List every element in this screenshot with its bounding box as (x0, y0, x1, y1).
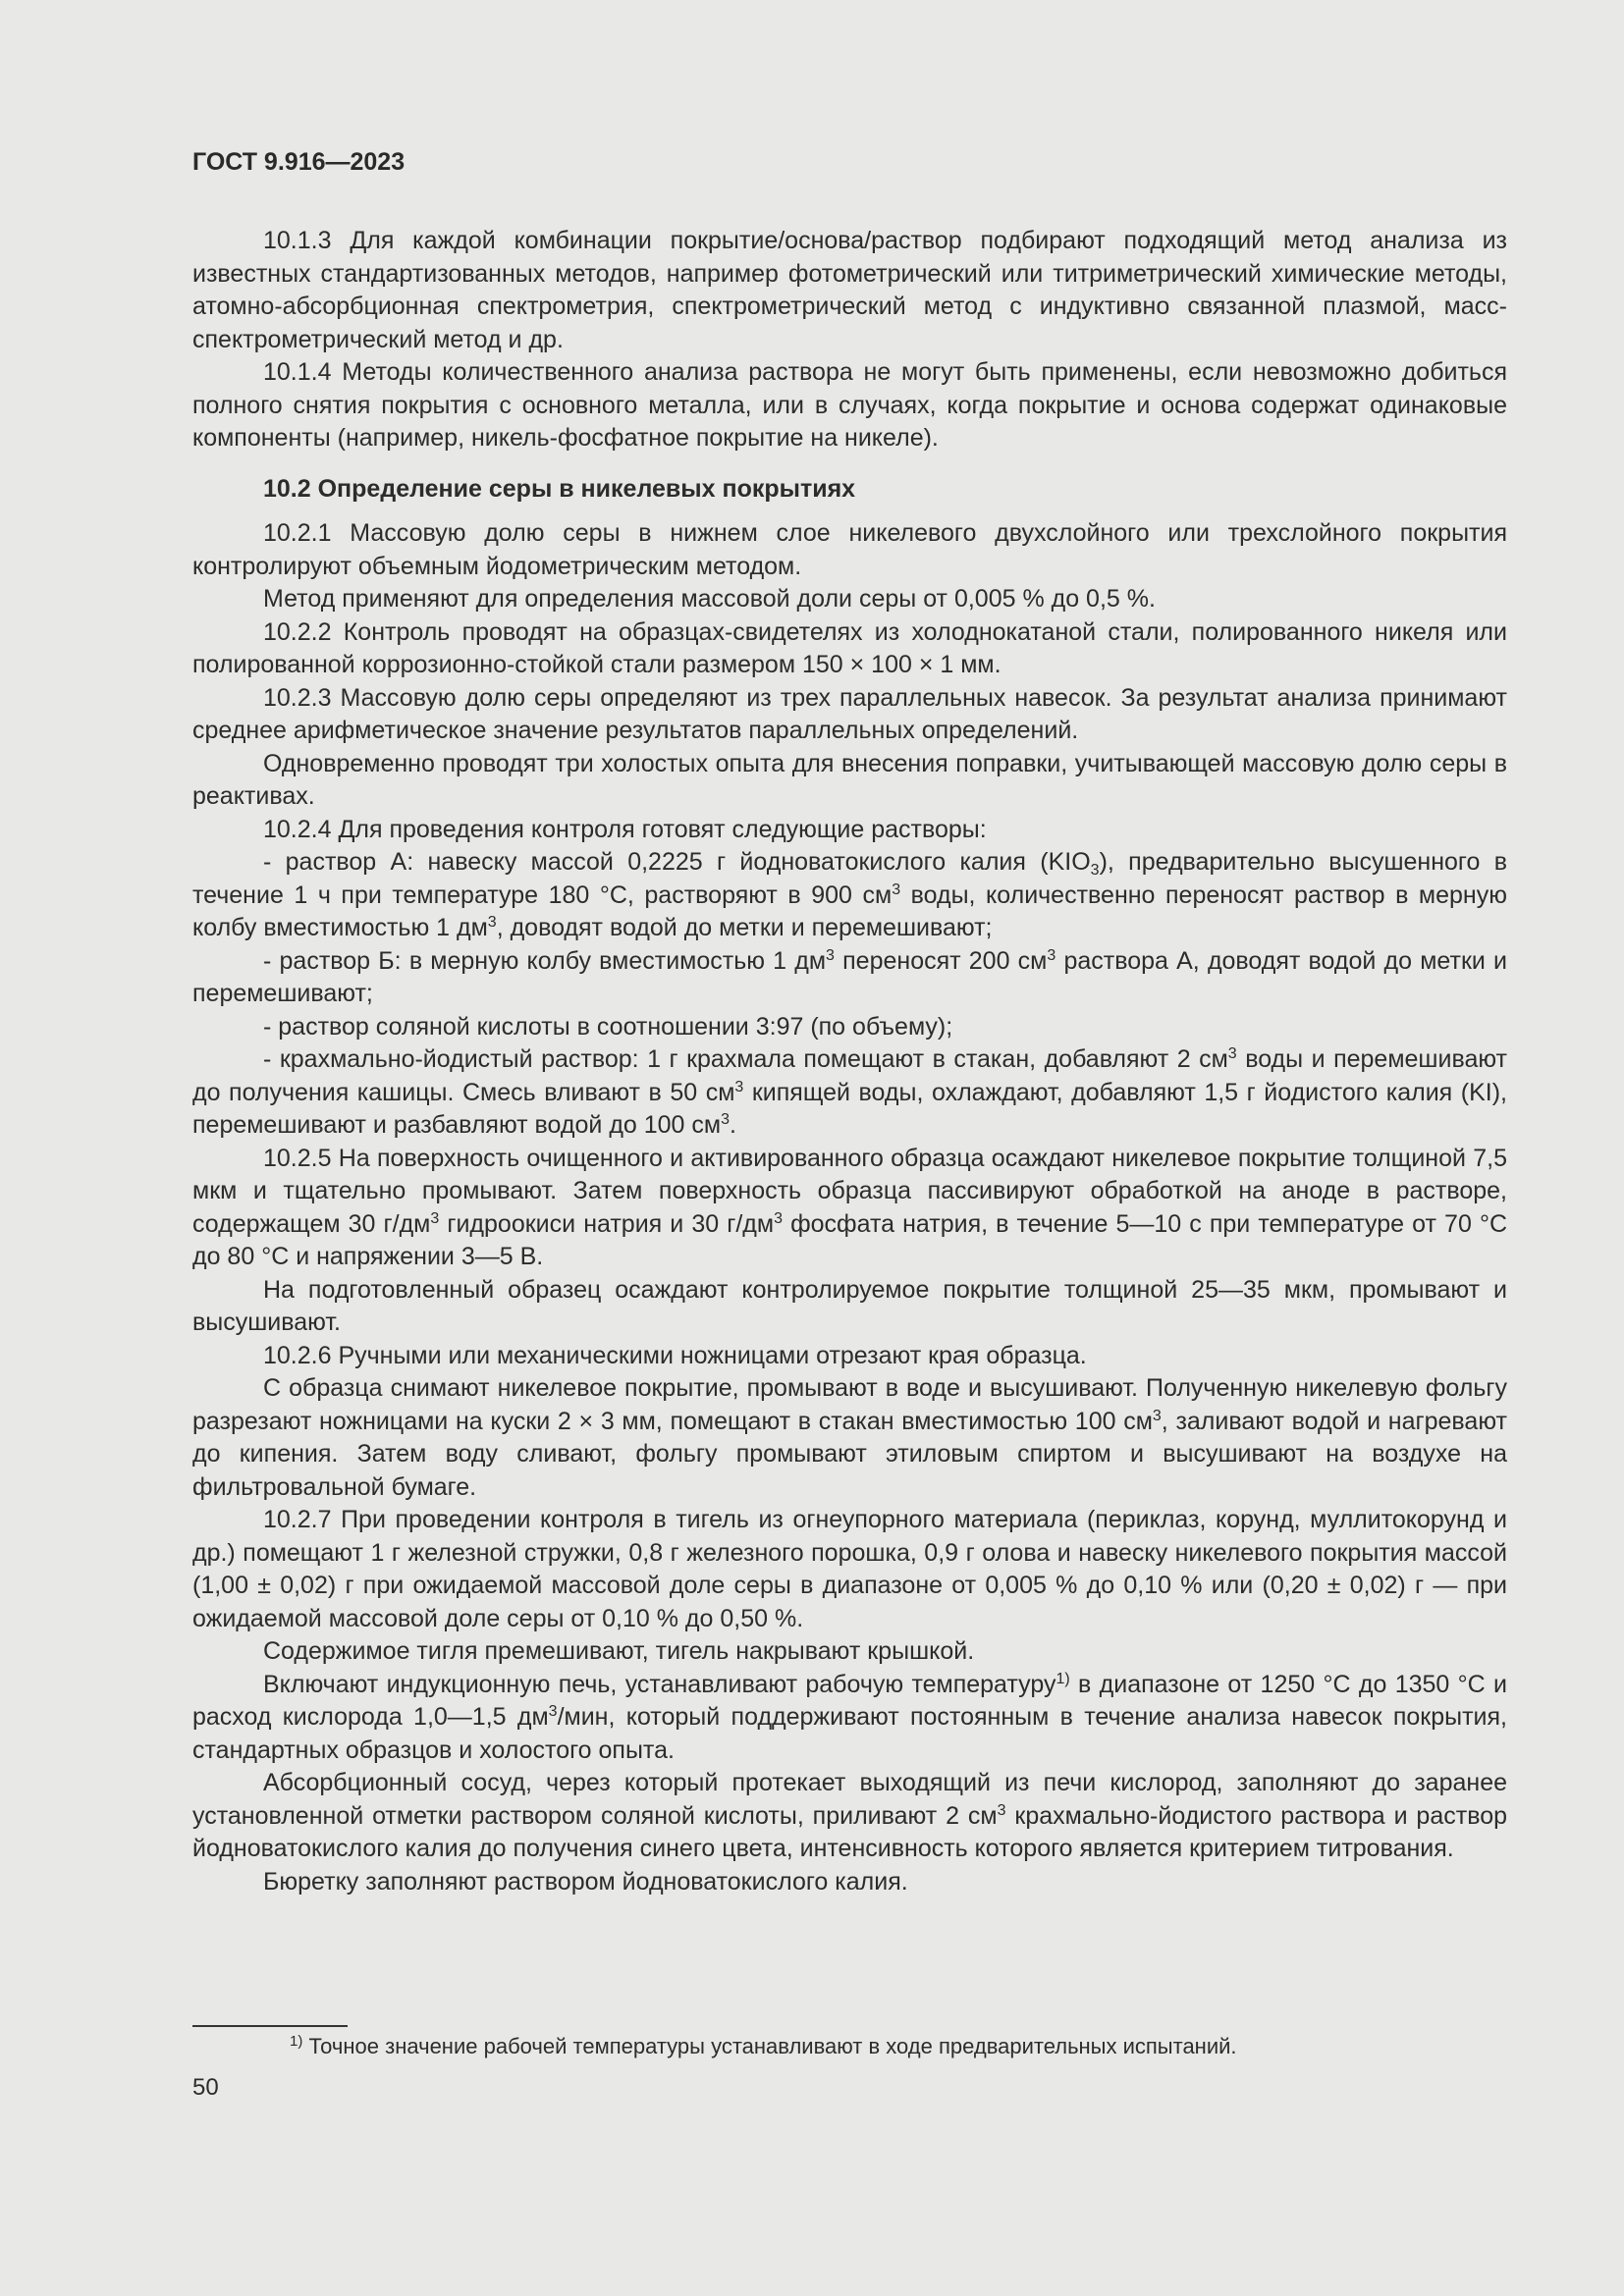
paragraph-nickel-foil: С образца снимают никелевое покрытие, промывают в воде и высушивают. Полученную никелевую фольгу разрезают ножницами на куски 2 × 3 мм, помещают в стакан вместимостью 100 $см^3$, заливают водой и нагревают до кипения. Затем воду сливают, фольгу промывают этиловым спиртом и высушивают на воздухе на фильтровальной бумаге. (192, 1374, 1507, 1501)
paragraph-10-2-5: 10.2.5 На поверхность очищенного и активированного образца осаждают никелевое покрытие толщиной 7,5 мкм и тщательно промывают. Затем поверхность образца пассивируют обработкой на аноде в растворе, содержащем 30 $г/дм^3$ гидроокиси натрия и 30 $г/дм^3$ фосфата натрия, в течение 5—10 с при температуре от 70 °С до 80 °С и напряжении 3—5 В. (192, 1144, 1507, 1270)
paragraph-10-2-6: 10.2.6 Ручными или механическими ножницами отрезают края образца. (263, 1341, 1087, 1369)
footnote-mark: 1) (290, 2033, 303, 2050)
list-item-solution-b: - раствор Б: в мерную колбу вместимостью 1 $дм^3$ переносят 200 $см^3$ раствора А, доводят водой до метки и перемешивают; (192, 946, 1508, 1007)
list-item-starch-solution: - крахмально-йодистый раствор: 1 г крахмала помещают в стакан, добавляют 2 $см^3$ воды и перемешивают до получения кашицы. Смесь вливают в 50 $см^3$ кипящей воды, охлаждают, добавляют 1,5 г йодистого калия (KI), перемешивают и разбавляют водой до 100 $см^3$. (192, 1045, 1507, 1139)
paragraph-blank-tests: Одновременно проводят три холостых опыта для внесения поправки, учитывающей массовую долю серы в реактивах. (192, 749, 1507, 810)
paragraph-10-2-1: 10.2.1 Массовую долю серы в нижнем слое никелевого двухслойного или трехслойного покрытия контролируют объемным йодометрическим методом. (192, 519, 1507, 580)
footnote (290, 2032, 1237, 2061)
body-text (192, 225, 1507, 1898)
footnote-separator (192, 2025, 348, 2027)
section-heading: 10.2 Определение серы в никелевых покрытиях (263, 474, 856, 503)
paragraph-10-2-3: 10.2.3 Массовую долю серы определяют из трех параллельных навесок. За результат анализа принимают среднее арифметическое значение результатов параллельных определений. (192, 683, 1507, 744)
paragraph-crucible: Содержимое тигля премешивают, тигель накрывают крышкой. (263, 1637, 975, 1665)
paragraph-10-1-3: 10.1.3 Для каждой комбинации покрытие/основа/раствор подбирают подходящий метод анализа из известных стандартизованных методов, например фотометрический или титриметрический химические методы, атомно-абсорбционная спектрометрия, спектрометрический метод с индуктивно связанной плазмой, масс-спектрометрический метод и др. (192, 227, 1507, 353)
paragraph-10-2-4: 10.2.4 Для проведения контроля готовят следующие растворы: (263, 815, 987, 843)
paragraph-10-2-2: 10.2.2 Контроль проводят на образцах-свидетелях из холоднокатаной стали, полированного никеля или полированной коррозионно-стойкой стали размером 150 × 100 × 1 мм. (192, 617, 1507, 678)
list-item-hcl-solution: - раствор соляной кислоты в соотношении 3:97 (по объему); (263, 1012, 953, 1041)
paragraph-10-1-4: 10.1.4 Методы количественного анализа раствора не могут быть применены, если невозможно добиться полного снятия покрытия с основного металла, или в случаях, когда покрытие и основа содержат одинаковые компоненты (например, никель-фосфатное покрытие на никеле). (192, 358, 1507, 452)
paragraph-burette: Бюретку заполняют раствором йодноватокислого калия. (263, 1867, 908, 1896)
document-header: ГОСТ 9.916—2023 (192, 148, 406, 176)
paragraph-furnace: Включают индукционную печь, устанавливают рабочую температуру$^{1)}$ в диапазоне от 1250 °С до 1350 °С и расход кислорода 1,0—1,5 $дм^3$/мин, который поддерживают постоянным в течение анализа навесок покрытия, стандартных образцов и холостого опыта. (192, 1670, 1507, 1764)
list-item-solution-a: - раствор А: навеску массой 0,2225 г йодноватокислого калия $(KIO_3)$, предварительно высушенного в течение 1 ч при температуре 180 °С, растворяют в 900 $см^3$ воды, количественно переносят раствор в мерную колбу вместимостью 1 $дм^3$, доводят водой до метки и перемешивают; (192, 848, 1508, 941)
footnote-text: Точное значение рабочей температуры устанавливают в ходе предварительных испытаний. (302, 2034, 1237, 2058)
page-number: 50 (192, 2074, 219, 2101)
paragraph-method-range: Метод применяют для определения массовой доли серы от 0,005 % до 0,5 %. (263, 585, 1156, 613)
paragraph-coating-deposit: На подготовленный образец осаждают контролируемое покрытие толщиной 25—35 мкм, промывают и высушивают. (192, 1275, 1507, 1336)
paragraph-absorption-vessel: Абсорбционный сосуд, через который протекает выходящий из печи кислород, заполняют до заранее установленной отметки раствором соляной кислоты, приливают 2 $см^3$ крахмально-йодистого раствора и раствор йодноватокислого калия до получения синего цвета, интенсивность которого является критерием титрования. (192, 1769, 1507, 1862)
paragraph-10-2-7: 10.2.7 При проведении контроля в тигель из огнеупорного материала (периклаз, корунд, муллитокорунд и др.) помещают 1 г железной стружки, 0,8 г железного порошка, 0,9 г олова и навеску никелевого покрытия массой (1,00 ± 0,02) г при ожидаемой массовой доле серы в диапазоне от 0,005 % до 0,10 % или (0,20 ± 0,02) г — при ожидаемой массовой доле серы от 0,10 % до 0,50 %. (192, 1506, 1507, 1632)
